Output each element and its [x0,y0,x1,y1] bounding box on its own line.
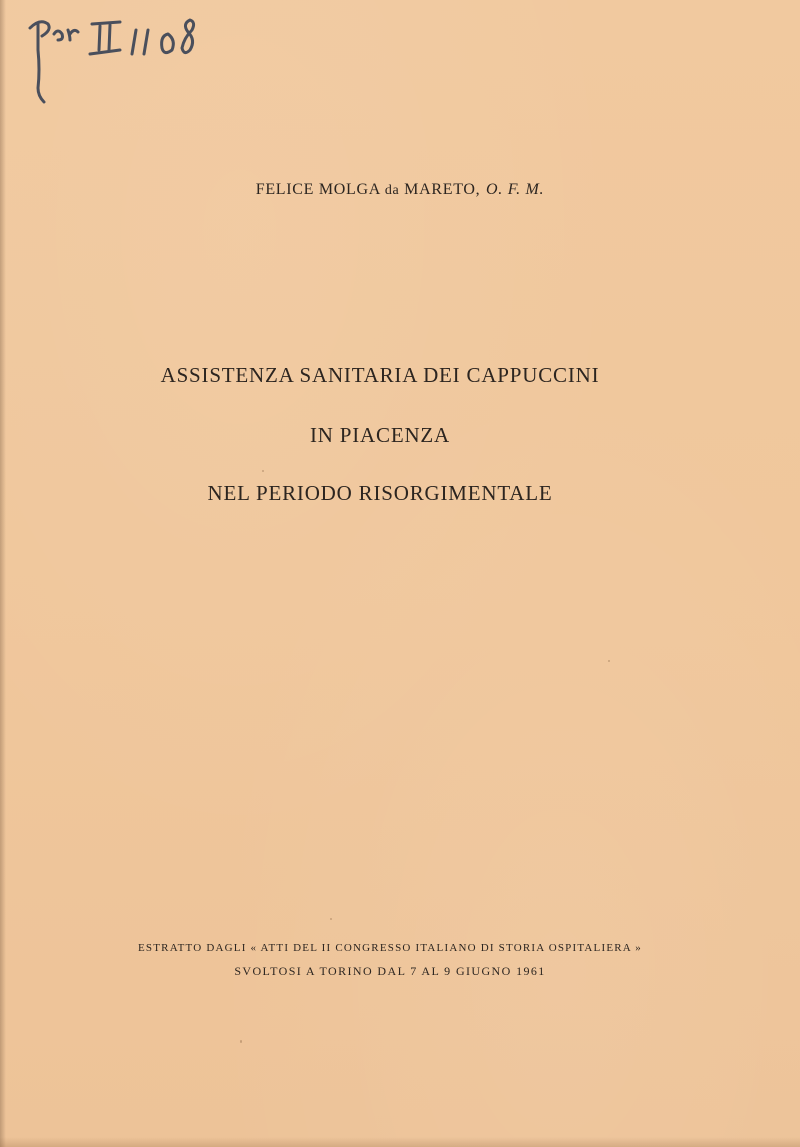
paper-bottom-edge-shadow [0,1137,800,1147]
paper-speck [240,1040,242,1043]
paper-speck [608,660,610,662]
paper-speck [262,470,264,472]
author-order-suffix: O. F. M. [486,181,545,198]
author-name-part1: FELICE MOLGA [255,181,381,198]
title-line-2: IN PIACENZA [309,423,451,447]
paper-speck [330,918,332,920]
author-name-connector: da [384,183,400,198]
title-line-3: NEL PERIODO RISORGIMENTALE [207,481,553,505]
footer-line-1: ESTRATTO DAGLI « ATTI DEL II CONGRESSO ITALIANO DI STORIA OSPITALIERA » [138,942,642,954]
author-name-part2: MARETO, [404,181,481,198]
handwritten-shelfmark-annotation [24,10,224,110]
title-line-1: ASSISTENZA SANITARIA DEI CAPPUCCINI [160,363,600,387]
footer-line-2: SVOLTOSI A TORINO DAL 7 AL 9 GIUGNO 1961 [234,964,546,978]
author-line [0,179,800,202]
